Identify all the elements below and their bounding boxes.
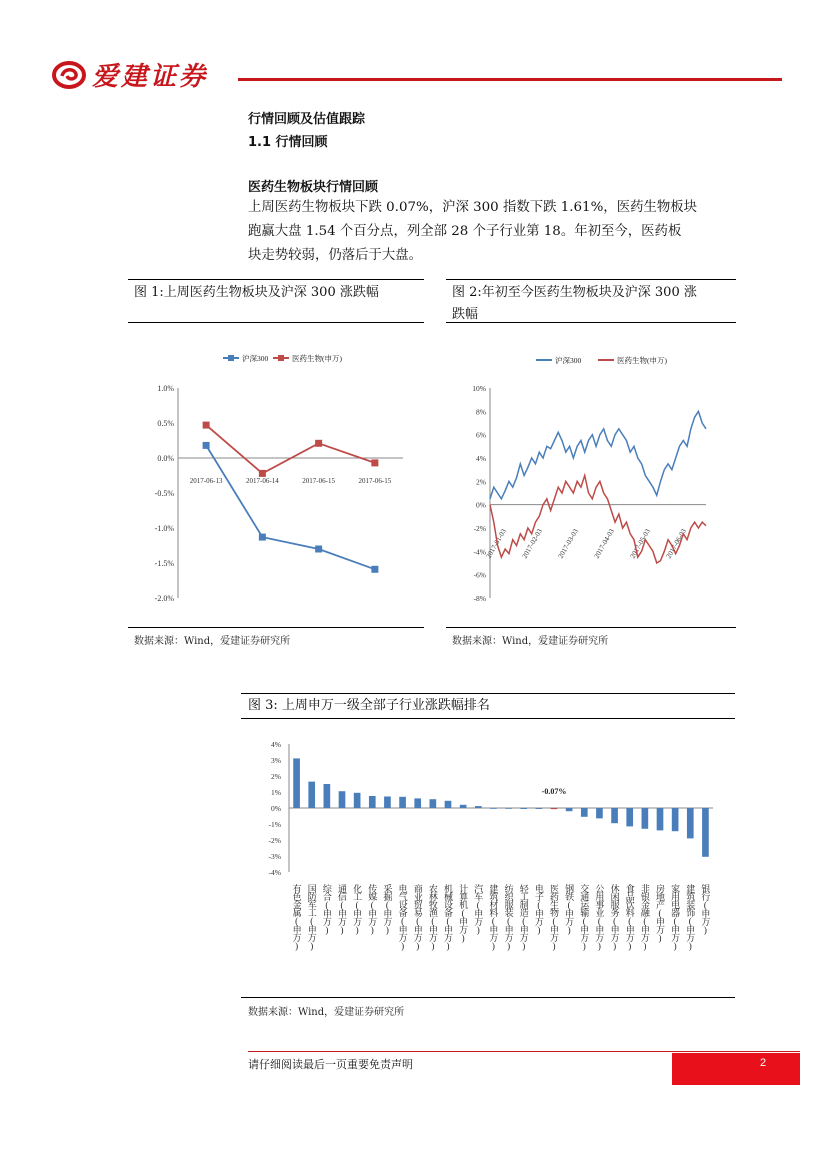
fig3-category-label: 纺织服装(申万) [503, 884, 514, 950]
header-divider [238, 78, 782, 81]
fig3-bar [581, 808, 588, 817]
fig3-category-label: 休闲服务(申万) [609, 884, 620, 950]
fig3-bar [702, 808, 709, 857]
fig2-y-tick-label: 0% [476, 500, 486, 510]
fig3-category-label: 建筑装饰(申万) [685, 884, 696, 950]
fig3-bar [490, 808, 497, 809]
fig3-bar [626, 808, 633, 826]
fig3-category-label: 非银金融(申万) [639, 884, 650, 950]
fig2-x-tick-label: 2017-05-03 [628, 527, 652, 560]
fig2-x-tick-label: 2017-02-03 [520, 527, 544, 560]
fig1-y-tick-label: -1.0% [154, 524, 174, 533]
fig1-y-tick-label: 0.5% [157, 419, 174, 428]
fig2-y-tick-label: 6% [476, 430, 486, 440]
fig2-title-line: 跌幅 [452, 307, 479, 322]
fig3-bar [687, 808, 694, 838]
fig1-legend-label: 医药生物(申万) [292, 354, 342, 363]
fig1-legend-label: 沪深300 [242, 354, 269, 363]
fig3-y-tick-label: -4% [268, 868, 281, 877]
fig3-category-label: 轻工制造(申万) [518, 884, 529, 950]
fig3-bar [324, 784, 331, 808]
fig3-category-label: 电气设备(申万) [397, 884, 408, 950]
fig1-x-tick-label: 2017-06-15 [358, 477, 392, 485]
fig3-chart [241, 722, 735, 996]
fig3-bar [369, 796, 376, 808]
section-subtitle: 1.1 行情回顾 [248, 135, 328, 150]
fig1-data-point [371, 566, 378, 573]
fig3-source: 数据来源：Wind，爱建证券研究所 [248, 1007, 405, 1018]
fig1-series-line [206, 445, 375, 569]
fig3-category-label: 传媒(申万) [367, 884, 378, 934]
fig3-bar [445, 801, 452, 808]
fig2-x-tick-label: 2017-06-03 [664, 527, 688, 560]
fig2-x-tick-label: 2017-04-03 [592, 527, 616, 560]
fig3-category-label: 有色金属(申万) [291, 884, 302, 950]
fig2-y-tick-label: 2% [476, 477, 486, 487]
fig3-category-label: 医药生物(申万) [549, 884, 559, 950]
fig3-category-label: 采掘(申万) [382, 884, 393, 934]
fig1-series-line [206, 425, 375, 473]
fig3-category-label: 通信(申万) [337, 884, 347, 934]
fig3-y-tick-label: 4% [271, 740, 281, 749]
fig1-title: 图 1:上周医药生物板块及沪深 300 涨跌幅 [134, 285, 379, 300]
fig3-bar [642, 808, 649, 829]
topic-heading: 医药生物板块行情回顾 [248, 180, 379, 195]
fig1-y-tick-label: 1.0% [157, 384, 174, 393]
fig3-title: 图 3: 上周申万一级全部子行业涨跌幅排名 [248, 698, 490, 713]
fig3-category-label: 电子(申万) [533, 884, 544, 934]
fig3-top-rule [241, 693, 735, 694]
fig3-bar [399, 797, 406, 808]
fig3-category-label: 机械设备(申万) [443, 884, 453, 950]
fig3-category-label: 建筑材料(申万) [488, 884, 499, 950]
fig3-bar [460, 805, 467, 808]
fig1-legend-marker [278, 355, 284, 361]
fig3-bar [596, 808, 603, 818]
fig3-bar [505, 808, 512, 809]
fig1-data-point [259, 534, 266, 541]
fig3-y-tick-label: -2% [268, 836, 281, 845]
fig3-bar [672, 808, 679, 831]
fig2-y-tick-label: -2% [473, 524, 486, 533]
fig1-data-point [315, 440, 322, 447]
fig1-y-tick-label: -2.0% [154, 594, 174, 603]
fig1-source: 数据来源：Wind，爱建证券研究所 [134, 636, 291, 647]
fig2-title-line: 图 2:年初至今医药生物板块及沪深 300 涨 [452, 285, 697, 300]
fig1-data-point [203, 442, 210, 449]
fig3-bar [384, 796, 391, 808]
page-number: 2 [760, 1057, 767, 1069]
footer-disclaimer: 请仔细阅读最后一页重要免责声明 [248, 1058, 413, 1071]
fig3-category-label: 化工(申万) [352, 884, 363, 934]
fig3-highlight-data-label: -0.07% [541, 787, 567, 796]
fig1-legend-marker [228, 355, 234, 361]
fig3-category-label: 计算机(申万) [458, 884, 469, 942]
fig2-x-tick-label: 2017-03-03 [556, 527, 580, 560]
fig1-data-point [259, 470, 266, 477]
fig3-bar [475, 806, 482, 808]
fig3-y-tick-label: -3% [268, 852, 281, 861]
fig3-y-tick-label: -1% [268, 820, 281, 829]
fig3-bar [657, 808, 664, 830]
fig3-category-label: 交通运输(申万) [579, 884, 590, 950]
fig2-y-tick-label: 4% [476, 454, 486, 463]
body-paragraph [248, 196, 728, 268]
fig3-bar [520, 808, 527, 809]
fig3-bar [611, 808, 618, 823]
fig2-y-tick-label: 8% [476, 407, 486, 417]
fig3-title-rule [241, 718, 735, 719]
fig2-top-rule [446, 279, 736, 280]
fig2-series-line [490, 411, 706, 498]
fig1-x-tick-label: 2017-06-13 [189, 477, 223, 485]
fig2-y-tick-label: 10% [472, 384, 486, 393]
fig3-category-label: 公用事业(申万) [594, 884, 605, 950]
fig1-top-rule [128, 279, 424, 280]
fig3-category-label: 家用电器(申万) [670, 884, 681, 950]
fig3-category-label: 国防军工(申万) [306, 884, 317, 950]
paragraph-line: 块走势较弱，仍落后于大盘。 [248, 248, 423, 263]
fig3-category-label: 综合(申万) [321, 884, 332, 934]
fig3-category-label: 商业贸易(申万) [412, 884, 423, 950]
fig3-y-tick-label: 1% [271, 788, 281, 797]
fig2-y-tick-label: -6% [473, 570, 486, 580]
fig3-bar [354, 793, 361, 808]
fig3-bar [293, 758, 300, 808]
fig3-bar [551, 808, 558, 809]
fig1-title-rule [128, 322, 424, 323]
fig3-category-label: 银行(申万) [700, 884, 711, 934]
fig2-legend-label: 医药生物(申万) [617, 356, 667, 365]
fig1-data-point [371, 459, 378, 466]
section-title: 行情回顾及估值跟踪 [248, 112, 366, 127]
fig3-bar [339, 791, 346, 808]
fig2-title [452, 282, 697, 326]
fig3-bar [430, 799, 437, 808]
fig3-category-label: 农林牧渔(申万) [427, 884, 438, 950]
fig3-category-label: 钢铁(申万) [564, 884, 575, 934]
fig2-x-tick-label: 2017-01-03 [484, 527, 508, 560]
fig1-data-point [315, 546, 322, 553]
fig3-y-tick-label: 0% [271, 804, 281, 813]
fig2-bottom-rule [446, 627, 736, 628]
fig3-bar [414, 798, 421, 808]
fig2-y-tick-label: -4% [473, 547, 486, 557]
fig1-bottom-rule [128, 627, 424, 628]
fig1-y-tick-label: -0.5% [154, 489, 174, 498]
page-number-box [672, 1053, 800, 1085]
paragraph-line: 上周医药生物板块下跌 0.07%，沪深 300 指数下跌 1.61%，医药生物板块 [248, 200, 698, 215]
fig3-category-label: 房地产(申万) [655, 884, 665, 942]
fig1-x-tick-label: 2017-06-14 [246, 477, 279, 485]
fig2-title-rule [446, 322, 736, 323]
fig1-data-point [203, 422, 210, 429]
fig2-source: 数据来源：Wind，爱建证券研究所 [452, 636, 609, 647]
fig1-x-tick-label: 2017-06-15 [302, 477, 335, 485]
fig3-bar [566, 808, 573, 811]
brand-logo-text: 爱建证券 [92, 62, 209, 92]
brand-logo-mark-icon [52, 60, 86, 90]
fig1-chart [128, 330, 424, 626]
footer-divider [248, 1051, 800, 1052]
fig3-y-tick-label: 3% [271, 756, 281, 765]
fig1-y-tick-label: 0.0% [157, 454, 174, 463]
fig3-bottom-rule [241, 997, 735, 998]
fig2-y-tick-label: -8% [473, 594, 486, 603]
fig2-chart [446, 330, 736, 626]
fig3-bar [536, 808, 543, 809]
fig3-category-label: 汽车(申万) [473, 884, 484, 934]
fig3-y-tick-label: 2% [271, 772, 281, 781]
fig3-bar [308, 782, 315, 808]
fig3-category-label: 食品饮料(申万) [624, 884, 635, 950]
fig2-legend-label: 沪深300 [555, 356, 582, 365]
paragraph-line: 跑赢大盘 1.54 个百分点，列全部 28 个子行业第 18。年初至今，医药板 [248, 224, 682, 239]
fig1-y-tick-label: -1.5% [154, 559, 174, 568]
